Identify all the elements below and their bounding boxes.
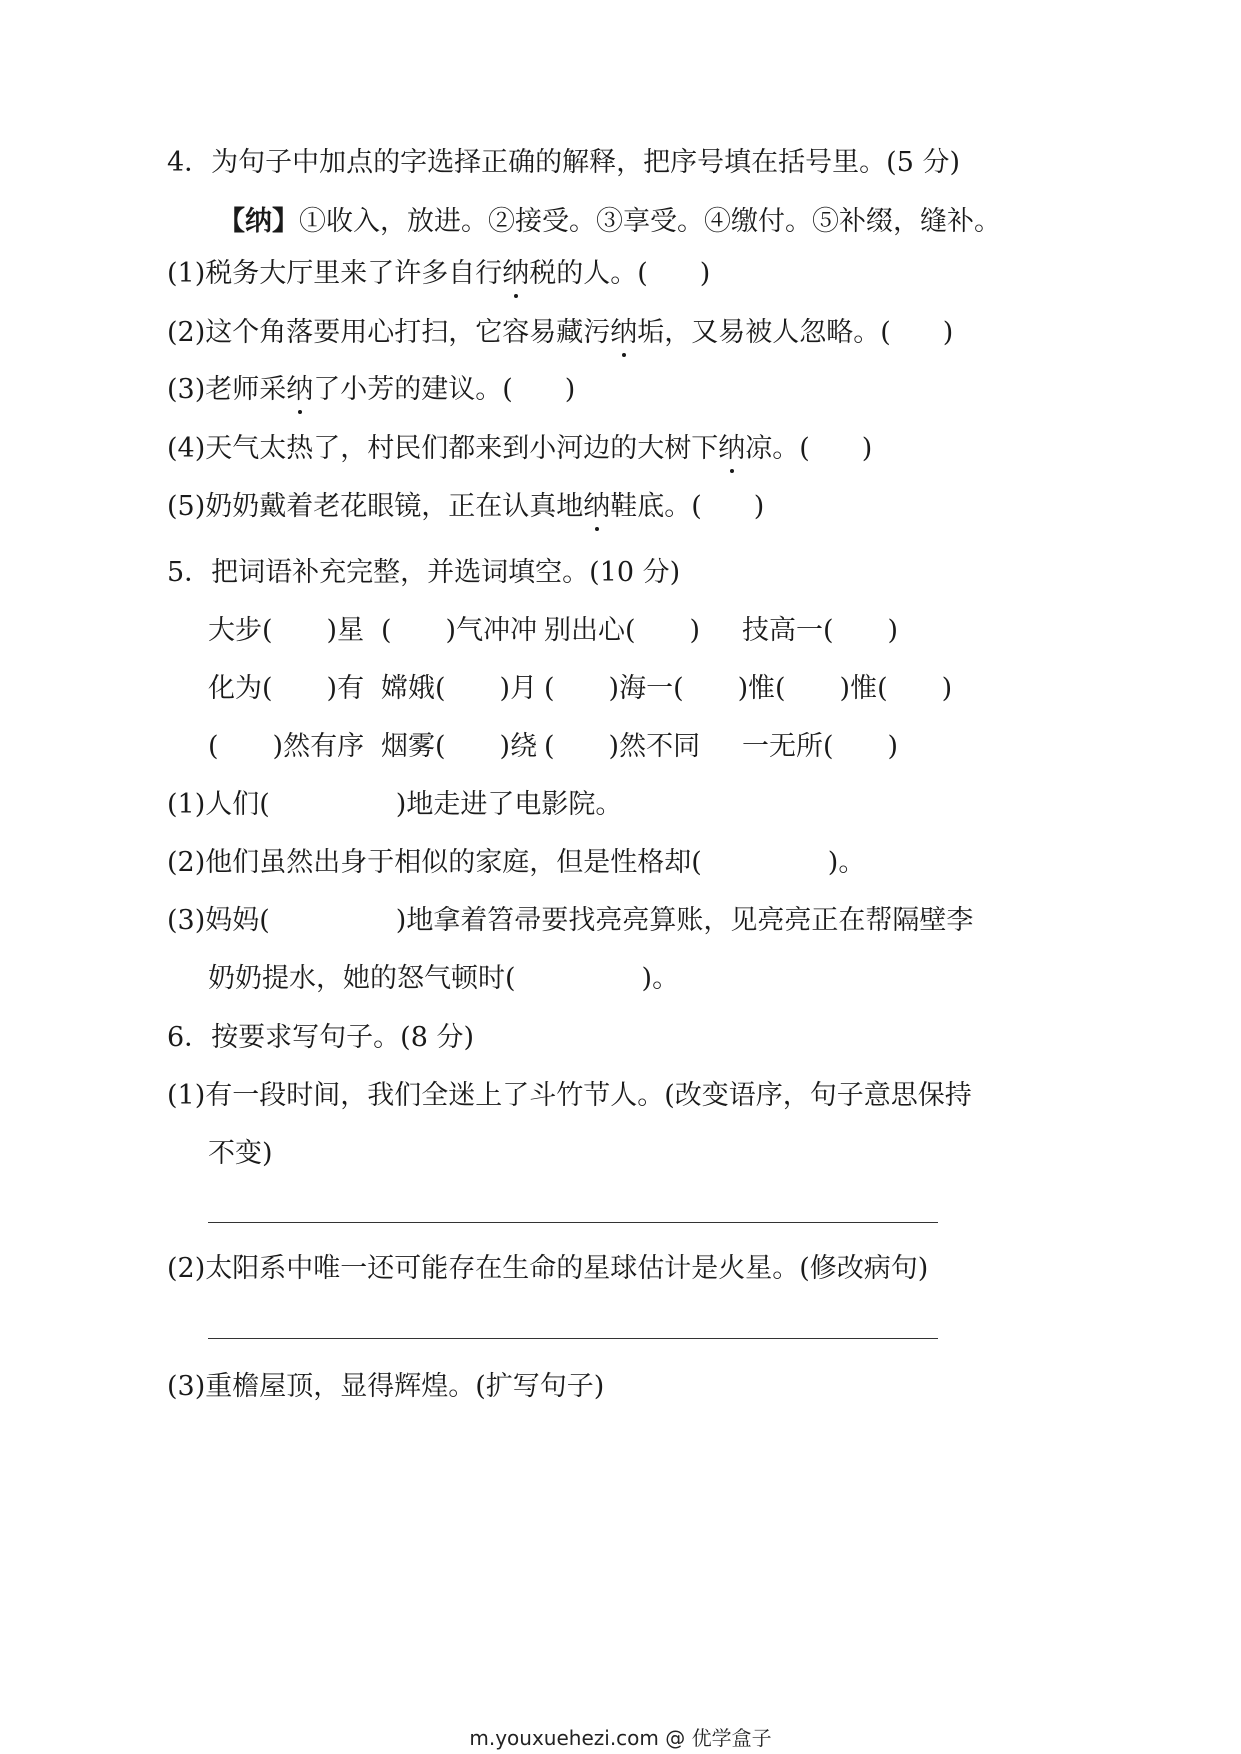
q4-item-close: )	[699, 258, 711, 289]
q4-item-close: )	[861, 433, 873, 464]
q4-definition-label: 【纳】	[218, 206, 299, 237]
idiom-4[interactable]: 技高一( )	[742, 615, 899, 646]
q4-item-text: (2)这个角落要用心打扫，它容易藏污	[167, 317, 611, 348]
answer-line-2[interactable]	[208, 1338, 938, 1339]
q4-dotted-char: 纳	[502, 258, 530, 289]
idiom-7[interactable]: ( )海一( )	[544, 673, 749, 704]
q6-item-2: (2)太阳系中唯一还可能存在生命的星球估计是火星。(修改病句)	[167, 1253, 929, 1284]
q4-item-text: (1)税务大厅里来了许多自行	[167, 258, 503, 289]
q4-item-3	[167, 373, 575, 407]
idiom-1[interactable]: 大步( )星	[208, 615, 365, 646]
q4-item-text: 税的人。(	[529, 258, 648, 289]
q4-item-2	[167, 316, 953, 350]
q4-item-1	[167, 257, 710, 291]
q5-fill-1	[167, 788, 622, 822]
q4-item-text: 了小芳的建议。(	[313, 374, 513, 405]
q6-item-1: (1)有一段时间，我们全迷上了斗竹节人。(改变语序，句子意思保持	[167, 1080, 972, 1111]
q4-dotted-char: 纳	[718, 433, 746, 464]
q4-item-5	[167, 490, 764, 524]
q4-item-text: (3)老师采	[167, 374, 287, 405]
q5-fill-2	[167, 846, 865, 880]
q4-definition-text: ①收入，放进。②接受。③享受。④缴付。⑤补缀，缝补。	[299, 206, 1001, 237]
idiom-8[interactable]: 惟( )惟( )	[748, 673, 953, 704]
idiom-3[interactable]: 别出心( )	[544, 615, 701, 646]
q6-item-1-cont: 不变)	[208, 1138, 273, 1169]
footer-watermark: m.youxuehezi.com @ 优学盒子	[469, 1726, 772, 1750]
idiom-9[interactable]: ( )然有序	[208, 731, 365, 762]
q5-fill-text: (3)妈妈(	[167, 905, 270, 936]
q6-item-3: (3)重檐屋顶，显得辉煌。(扩写句子)	[167, 1371, 605, 1402]
q4-dotted-char: 纳	[610, 317, 638, 348]
q4-item-text: (4)天气太热了，村民们都来到小河边的大树下	[167, 433, 719, 464]
idiom-11[interactable]: ( )然不同	[544, 731, 701, 762]
q4-item-close: )	[753, 491, 765, 522]
q4-title: 4．为句子中加点的字选择正确的解释，把序号填在括号里。(5 分)	[167, 147, 961, 178]
q5-fill-text: 奶奶提水，她的怒气顿时(	[208, 963, 516, 994]
q5-fill-3	[167, 904, 973, 938]
q5-title: 5．把词语补充完整，并选词填空。(10 分)	[167, 557, 681, 588]
q5-fill-text: )。	[641, 963, 680, 994]
idiom-2[interactable]: ( )气冲冲	[381, 615, 538, 646]
q6-title: 6．按要求写句子。(8 分)	[167, 1022, 475, 1053]
q5-fill-3-cont	[208, 962, 679, 996]
q4-dotted-char: 纳	[583, 491, 611, 522]
q4-item-text: 垢，又易被人忽略。(	[637, 317, 891, 348]
q4-dotted-char: 纳	[286, 374, 314, 405]
q5-fill-text: )地拿着笤帚要找亮亮算账，见亮亮正在帮隔壁李	[395, 905, 974, 936]
idiom-6[interactable]: 嫦娥( )月	[381, 673, 538, 704]
q4-item-close: )	[564, 374, 576, 405]
q5-fill-text: )。	[827, 847, 866, 878]
idiom-10[interactable]: 烟雾( )绕	[381, 731, 538, 762]
q4-item-text: 鞋底。(	[610, 491, 702, 522]
q4-item-text: (5)奶奶戴着老花眼镜，正在认真地	[167, 491, 584, 522]
q5-fill-text: (1)人们(	[167, 789, 270, 820]
q4-item-close: )	[942, 317, 954, 348]
idiom-12[interactable]: 一无所( )	[742, 731, 899, 762]
idiom-5[interactable]: 化为( )有	[208, 673, 365, 704]
q4-item-text: 凉。(	[745, 433, 810, 464]
q4-item-4	[167, 432, 872, 466]
q5-fill-text: (2)他们虽然出身于相似的家庭，但是性格却(	[167, 847, 702, 878]
q5-fill-text: )地走进了电影院。	[395, 789, 623, 820]
answer-line-1[interactable]	[208, 1222, 938, 1223]
q4-definition	[218, 205, 1001, 239]
